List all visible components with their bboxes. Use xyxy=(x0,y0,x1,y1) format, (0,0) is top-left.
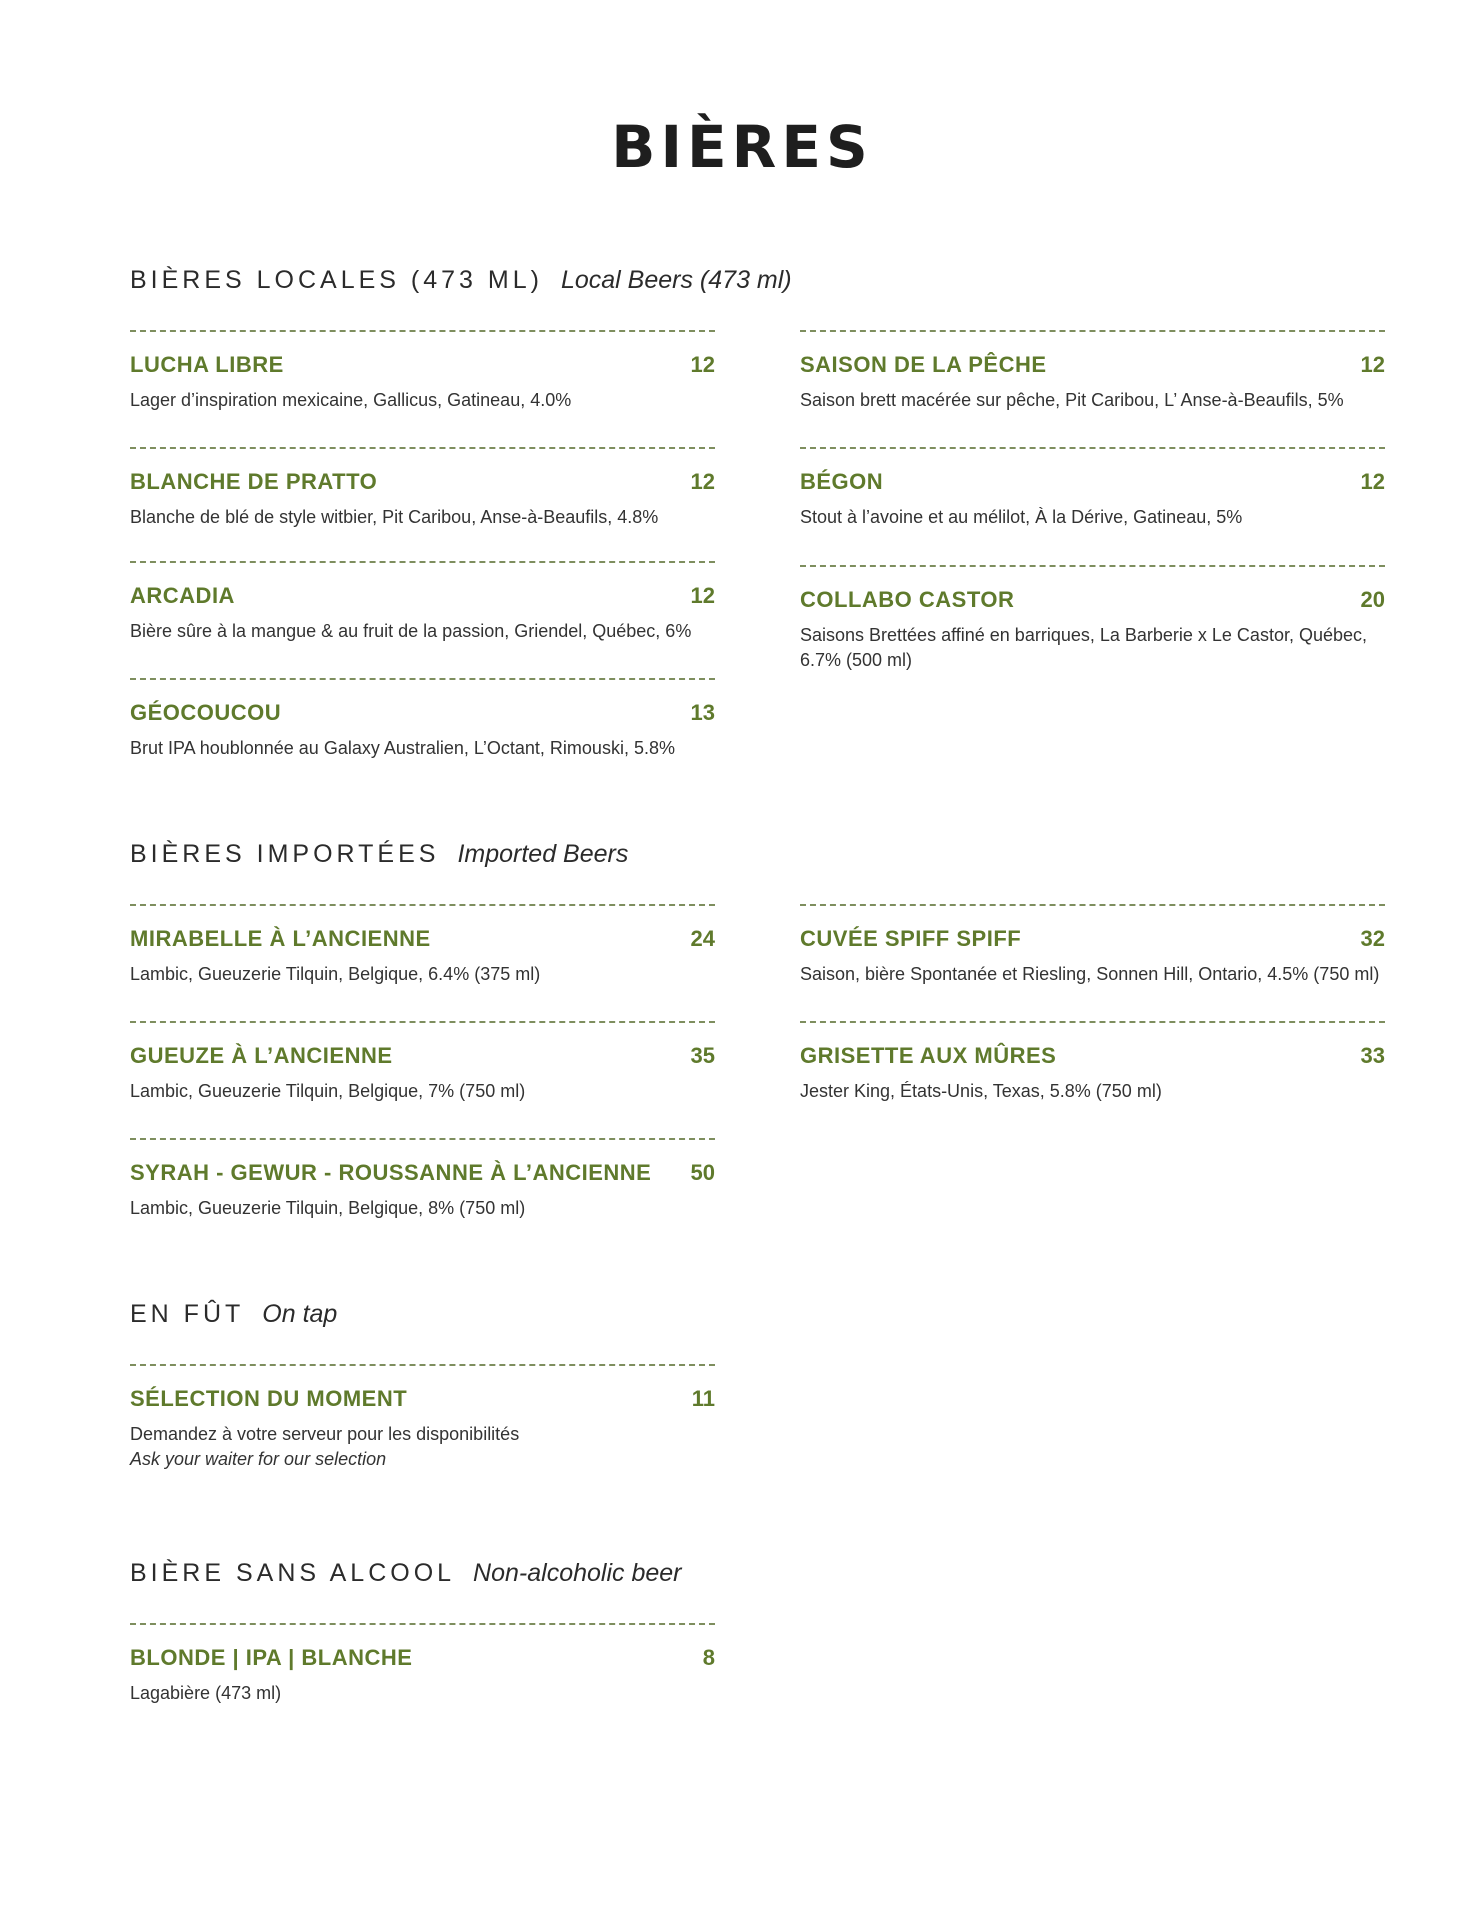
dashed-divider xyxy=(800,565,1385,567)
item-price: 20 xyxy=(1360,587,1385,612)
item-description: Blanche de blé de style witbier, Pit Caribou, Anse-à-Beaufils, 4.8% xyxy=(130,507,659,527)
item-price: 50 xyxy=(690,1160,715,1185)
item-name: COLLABO CASTOR xyxy=(800,587,1015,612)
item-price: 35 xyxy=(690,1043,715,1068)
section-title-en: Non-alcoholic beer xyxy=(473,1559,682,1587)
menu-item xyxy=(800,904,1385,987)
item-description: Lager d’inspiration mexicaine, Gallicus, Gatineau, 4.0% xyxy=(130,390,572,410)
section-title-en: Local Beers (473 ml) xyxy=(560,266,792,294)
item-price: 33 xyxy=(1360,1043,1385,1068)
item-price: 12 xyxy=(690,352,715,377)
item-price: 8 xyxy=(702,1645,715,1670)
item-name: LUCHA LIBRE xyxy=(130,352,284,377)
item-price: 11 xyxy=(691,1386,715,1411)
page-title: BIÈRES xyxy=(611,113,873,181)
item-description: Bière sûre à la mangue & au fruit de la passion, Griendel, Québec, 6% xyxy=(130,621,692,641)
item-name: GÉOCOUCOU xyxy=(130,700,282,725)
section-title-fr: BIÈRES IMPORTÉES xyxy=(130,840,440,868)
dashed-divider xyxy=(130,561,715,563)
item-price: 24 xyxy=(690,926,715,951)
menu-item xyxy=(800,565,1385,673)
menu-item xyxy=(800,330,1385,413)
item-description-en: Ask your waiter for our selection xyxy=(130,1449,387,1469)
dashed-divider xyxy=(130,1021,715,1023)
item-description: Lambic, Gueuzerie Tilquin, Belgique, 6.4% (375 ml) xyxy=(130,964,541,984)
item-name: CUVÉE SPIFF SPIFF xyxy=(800,926,1022,951)
item-description: Brut IPA houblonnée au Galaxy Australien, L’Octant, Rimouski, 5.8% xyxy=(130,738,675,758)
dashed-divider xyxy=(130,447,715,449)
item-description: Jester King, États-Unis, Texas, 5.8% (750 ml) xyxy=(800,1081,1162,1101)
item-name: SÉLECTION DU MOMENT xyxy=(130,1386,408,1411)
section-title-fr: BIÈRES LOCALES (473 ML) xyxy=(130,266,543,294)
item-name: SYRAH - GEWUR - ROUSSANNE À L’ANCIENNE xyxy=(130,1160,652,1185)
item-price: 13 xyxy=(690,700,715,725)
dashed-divider xyxy=(130,904,715,906)
item-name: MIRABELLE À L’ANCIENNE xyxy=(130,926,431,951)
item-name: GRISETTE AUX MÛRES xyxy=(800,1043,1057,1068)
item-description: Lagabière (473 ml) xyxy=(130,1683,282,1703)
menu-item xyxy=(130,1021,715,1104)
menu-item xyxy=(130,1364,715,1472)
section-header-nonalc xyxy=(130,1561,682,1586)
item-price: 12 xyxy=(690,583,715,608)
section-header-local xyxy=(130,268,792,293)
section-title-fr: EN FÛT xyxy=(130,1300,245,1328)
dashed-divider xyxy=(130,678,715,680)
item-price: 12 xyxy=(1360,469,1385,494)
menu-item xyxy=(130,447,715,530)
menu-item xyxy=(130,904,715,987)
section-title-fr: BIÈRE SANS ALCOOL xyxy=(130,1559,456,1587)
item-price: 12 xyxy=(690,469,715,494)
menu-item xyxy=(130,330,715,413)
dashed-divider xyxy=(130,330,715,332)
section-header-tap xyxy=(130,1302,337,1327)
item-name: BLANCHE DE PRATTO xyxy=(130,469,378,494)
dashed-divider xyxy=(130,1364,715,1366)
item-description: Saison brett macérée sur pêche, Pit Caribou, L’ Anse-à-Beaufils, 5% xyxy=(800,390,1344,410)
section-title-en: Imported Beers xyxy=(457,840,629,868)
item-name: GUEUZE À L’ANCIENNE xyxy=(130,1043,393,1068)
dashed-divider xyxy=(130,1138,715,1140)
dashed-divider xyxy=(800,447,1385,449)
section-header-imported xyxy=(130,842,628,867)
item-description: Lambic, Gueuzerie Tilquin, Belgique, 7% (750 ml) xyxy=(130,1081,526,1101)
dashed-divider xyxy=(130,1623,715,1625)
menu-item xyxy=(130,561,715,644)
dashed-divider xyxy=(800,1021,1385,1023)
menu-item xyxy=(130,678,715,761)
item-name: BÉGON xyxy=(800,469,884,494)
item-price: 32 xyxy=(1360,926,1385,951)
item-name: ARCADIA xyxy=(130,583,235,608)
item-description: Saison, bière Spontanée et Riesling, Sonnen Hill, Ontario, 4.5% (750 ml) xyxy=(800,964,1380,984)
item-price: 12 xyxy=(1360,352,1385,377)
item-description: Demandez à votre serveur pour les disponibilités xyxy=(130,1424,520,1444)
section-title-en: On tap xyxy=(262,1300,338,1328)
item-name: SAISON DE LA PÊCHE xyxy=(800,352,1047,377)
dashed-divider xyxy=(800,904,1385,906)
dashed-divider xyxy=(800,330,1385,332)
menu-item xyxy=(800,447,1385,530)
menu-item xyxy=(800,1021,1385,1104)
menu-item xyxy=(130,1623,715,1706)
item-description: Saisons Brettées affiné en barriques, La Barberie x Le Castor, Québec, 6.7% (500 ml) xyxy=(800,625,1367,670)
menu-item xyxy=(130,1138,715,1221)
item-description: Lambic, Gueuzerie Tilquin, Belgique, 8% (750 ml) xyxy=(130,1198,526,1218)
item-name: BLONDE | IPA | BLANCHE xyxy=(130,1645,413,1670)
item-description: Stout à l’avoine et au mélilot, À la Dérive, Gatineau, 5% xyxy=(800,507,1243,527)
